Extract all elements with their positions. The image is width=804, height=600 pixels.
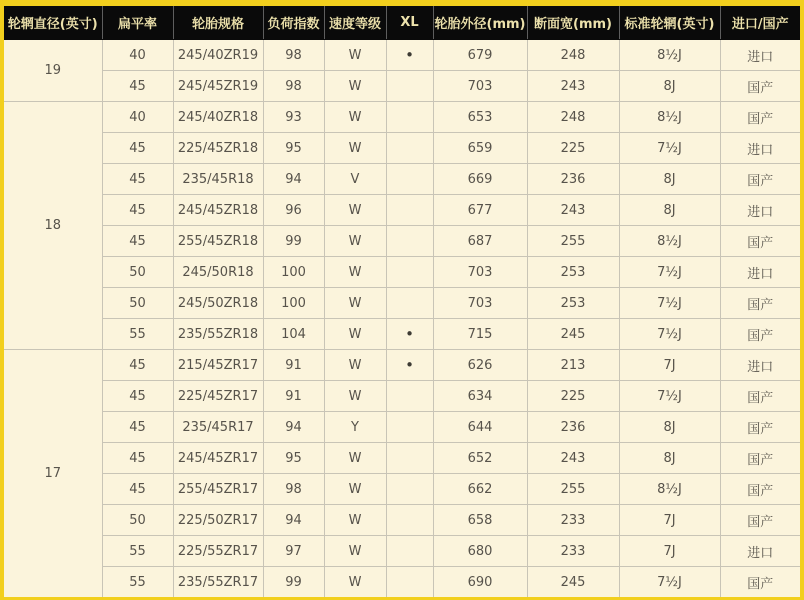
cell-xl-marker (386, 257, 433, 288)
cell-rim-diameter: 17 (4, 350, 102, 598)
cell-origin: 进口 (720, 257, 800, 288)
cell-origin: 进口 (720, 133, 800, 164)
cell-xl-marker (386, 443, 433, 474)
cell-section-width: 213 (527, 350, 619, 381)
cell-tire-spec: 245/45ZR17 (173, 443, 263, 474)
cell-standard-rim: 7J (619, 505, 720, 536)
header-cell-spec: 轮胎规格 (173, 6, 263, 40)
cell-aspect-ratio: 45 (102, 164, 173, 195)
cell-standard-rim: 8½J (619, 474, 720, 505)
cell-outer-diameter: 653 (433, 102, 527, 133)
cell-speed-rating: W (324, 226, 386, 257)
table-row (4, 71, 800, 102)
header-cell-outer-diameter: 轮胎外径(mm) (433, 6, 527, 40)
cell-speed-rating: Y (324, 412, 386, 443)
cell-standard-rim: 8J (619, 164, 720, 195)
table-row (4, 536, 800, 567)
cell-speed-rating: W (324, 195, 386, 226)
cell-standard-rim: 7½J (619, 319, 720, 350)
cell-aspect-ratio: 45 (102, 443, 173, 474)
cell-aspect-ratio: 50 (102, 257, 173, 288)
cell-load-index: 95 (263, 443, 324, 474)
cell-aspect-ratio: 40 (102, 102, 173, 133)
table-row (4, 195, 800, 226)
cell-section-width: 243 (527, 443, 619, 474)
cell-load-index: 95 (263, 133, 324, 164)
cell-aspect-ratio: 55 (102, 536, 173, 567)
cell-load-index: 94 (263, 164, 324, 195)
cell-origin: 国产 (720, 71, 800, 102)
header-cell-standard-rim: 标准轮辋(英寸) (619, 6, 720, 40)
table-row (4, 319, 800, 350)
cell-section-width: 225 (527, 133, 619, 164)
cell-aspect-ratio: 45 (102, 412, 173, 443)
table-row (4, 133, 800, 164)
cell-xl-marker (386, 474, 433, 505)
cell-origin: 国产 (720, 226, 800, 257)
table-row (4, 257, 800, 288)
cell-aspect-ratio: 40 (102, 40, 173, 71)
cell-load-index: 93 (263, 102, 324, 133)
cell-xl-marker (386, 133, 433, 164)
cell-outer-diameter: 662 (433, 474, 527, 505)
cell-section-width: 225 (527, 381, 619, 412)
cell-section-width: 233 (527, 505, 619, 536)
cell-load-index: 97 (263, 536, 324, 567)
cell-outer-diameter: 677 (433, 195, 527, 226)
table-row (4, 381, 800, 412)
cell-xl-marker: • (386, 40, 433, 71)
cell-xl-marker (386, 102, 433, 133)
cell-tire-spec: 225/45ZR17 (173, 381, 263, 412)
cell-xl-marker (386, 164, 433, 195)
cell-load-index: 98 (263, 71, 324, 102)
cell-section-width: 253 (527, 288, 619, 319)
cell-outer-diameter: 703 (433, 257, 527, 288)
cell-tire-spec: 235/55ZR17 (173, 567, 263, 598)
cell-outer-diameter: 703 (433, 71, 527, 102)
cell-tire-spec: 245/50ZR18 (173, 288, 263, 319)
cell-speed-rating: W (324, 288, 386, 319)
table-row (4, 505, 800, 536)
cell-standard-rim: 8½J (619, 102, 720, 133)
cell-origin: 国产 (720, 164, 800, 195)
cell-standard-rim: 8J (619, 412, 720, 443)
cell-tire-spec: 215/45ZR17 (173, 350, 263, 381)
table-row (4, 567, 800, 598)
cell-section-width: 243 (527, 195, 619, 226)
cell-speed-rating: W (324, 567, 386, 598)
header-cell-rim-diameter: 轮辋直径(英寸) (4, 6, 102, 40)
cell-speed-rating: W (324, 381, 386, 412)
cell-section-width: 245 (527, 567, 619, 598)
cell-xl-marker: • (386, 350, 433, 381)
cell-section-width: 253 (527, 257, 619, 288)
cell-origin: 进口 (720, 350, 800, 381)
cell-speed-rating: W (324, 319, 386, 350)
header-cell-aspect-ratio: 扁平率 (102, 6, 173, 40)
cell-standard-rim: 8J (619, 443, 720, 474)
cell-standard-rim: 7½J (619, 257, 720, 288)
cell-aspect-ratio: 45 (102, 350, 173, 381)
cell-origin: 国产 (720, 412, 800, 443)
cell-origin: 进口 (720, 195, 800, 226)
cell-xl-marker (386, 288, 433, 319)
cell-xl-marker (386, 505, 433, 536)
table-header (4, 6, 800, 40)
cell-aspect-ratio: 45 (102, 133, 173, 164)
cell-aspect-ratio: 45 (102, 226, 173, 257)
cell-load-index: 99 (263, 567, 324, 598)
cell-origin: 进口 (720, 40, 800, 71)
cell-origin: 国产 (720, 288, 800, 319)
tire-spec-table (4, 6, 800, 597)
cell-section-width: 233 (527, 536, 619, 567)
table-row (4, 40, 800, 71)
cell-tire-spec: 225/55ZR17 (173, 536, 263, 567)
cell-outer-diameter: 703 (433, 288, 527, 319)
cell-aspect-ratio: 45 (102, 381, 173, 412)
cell-speed-rating: W (324, 536, 386, 567)
cell-xl-marker (386, 195, 433, 226)
cell-tire-spec: 235/45R17 (173, 412, 263, 443)
cell-rim-diameter: 19 (4, 40, 102, 102)
cell-outer-diameter: 626 (433, 350, 527, 381)
cell-load-index: 98 (263, 474, 324, 505)
cell-xl-marker (386, 381, 433, 412)
cell-tire-spec: 255/45ZR17 (173, 474, 263, 505)
cell-tire-spec: 245/40ZR19 (173, 40, 263, 71)
cell-tire-spec: 235/45R18 (173, 164, 263, 195)
table-row (4, 226, 800, 257)
table-body (4, 40, 800, 598)
cell-tire-spec: 245/40ZR18 (173, 102, 263, 133)
cell-tire-spec: 225/45ZR18 (173, 133, 263, 164)
cell-aspect-ratio: 50 (102, 505, 173, 536)
cell-standard-rim: 7½J (619, 381, 720, 412)
cell-xl-marker (386, 536, 433, 567)
cell-speed-rating: W (324, 505, 386, 536)
header-cell-origin: 进口/国产 (720, 6, 800, 40)
cell-speed-rating: W (324, 443, 386, 474)
header-cell-load-index: 负荷指数 (263, 6, 324, 40)
cell-origin: 国产 (720, 381, 800, 412)
cell-outer-diameter: 658 (433, 505, 527, 536)
table-row (4, 288, 800, 319)
table-row (4, 412, 800, 443)
cell-origin: 进口 (720, 536, 800, 567)
cell-standard-rim: 8J (619, 71, 720, 102)
table-row (4, 443, 800, 474)
cell-origin: 国产 (720, 319, 800, 350)
cell-aspect-ratio: 45 (102, 474, 173, 505)
cell-outer-diameter: 687 (433, 226, 527, 257)
cell-load-index: 91 (263, 381, 324, 412)
header-cell-section-width: 断面宽(mm) (527, 6, 619, 40)
cell-origin: 国产 (720, 567, 800, 598)
header-cell-xl: XL (386, 6, 433, 40)
cell-origin: 国产 (720, 474, 800, 505)
cell-rim-diameter: 18 (4, 102, 102, 350)
cell-section-width: 248 (527, 40, 619, 71)
cell-speed-rating: W (324, 40, 386, 71)
cell-load-index: 98 (263, 40, 324, 71)
cell-section-width: 255 (527, 226, 619, 257)
cell-section-width: 248 (527, 102, 619, 133)
cell-aspect-ratio: 45 (102, 71, 173, 102)
cell-speed-rating: W (324, 257, 386, 288)
cell-outer-diameter: 715 (433, 319, 527, 350)
cell-origin: 国产 (720, 505, 800, 536)
cell-tire-spec: 245/50R18 (173, 257, 263, 288)
cell-speed-rating: W (324, 350, 386, 381)
cell-xl-marker (386, 412, 433, 443)
cell-standard-rim: 7½J (619, 133, 720, 164)
cell-outer-diameter: 679 (433, 40, 527, 71)
cell-load-index: 99 (263, 226, 324, 257)
cell-standard-rim: 8½J (619, 40, 720, 71)
cell-aspect-ratio: 50 (102, 288, 173, 319)
table-row (4, 474, 800, 505)
cell-tire-spec: 225/50ZR17 (173, 505, 263, 536)
header-cell-speed-rating: 速度等级 (324, 6, 386, 40)
table-row (4, 350, 800, 381)
cell-load-index: 94 (263, 505, 324, 536)
cell-standard-rim: 7½J (619, 567, 720, 598)
cell-speed-rating: W (324, 474, 386, 505)
table-row (4, 102, 800, 133)
cell-load-index: 100 (263, 288, 324, 319)
cell-xl-marker (386, 226, 433, 257)
cell-tire-spec: 235/55ZR18 (173, 319, 263, 350)
cell-speed-rating: W (324, 71, 386, 102)
cell-outer-diameter: 644 (433, 412, 527, 443)
cell-section-width: 243 (527, 71, 619, 102)
cell-speed-rating: W (324, 133, 386, 164)
cell-outer-diameter: 634 (433, 381, 527, 412)
cell-xl-marker (386, 71, 433, 102)
cell-section-width: 245 (527, 319, 619, 350)
cell-origin: 国产 (720, 443, 800, 474)
cell-outer-diameter: 669 (433, 164, 527, 195)
header-row (4, 6, 800, 40)
cell-load-index: 96 (263, 195, 324, 226)
cell-standard-rim: 7½J (619, 288, 720, 319)
cell-tire-spec: 255/45ZR18 (173, 226, 263, 257)
cell-standard-rim: 7J (619, 536, 720, 567)
cell-standard-rim: 8J (619, 195, 720, 226)
cell-section-width: 255 (527, 474, 619, 505)
cell-outer-diameter: 652 (433, 443, 527, 474)
cell-load-index: 94 (263, 412, 324, 443)
cell-outer-diameter: 659 (433, 133, 527, 164)
cell-aspect-ratio: 55 (102, 567, 173, 598)
cell-tire-spec: 245/45ZR18 (173, 195, 263, 226)
cell-section-width: 236 (527, 412, 619, 443)
cell-tire-spec: 245/45ZR19 (173, 71, 263, 102)
cell-outer-diameter: 680 (433, 536, 527, 567)
cell-standard-rim: 7J (619, 350, 720, 381)
cell-load-index: 91 (263, 350, 324, 381)
cell-aspect-ratio: 45 (102, 195, 173, 226)
cell-load-index: 104 (263, 319, 324, 350)
cell-aspect-ratio: 55 (102, 319, 173, 350)
table-row (4, 164, 800, 195)
cell-xl-marker: • (386, 319, 433, 350)
cell-outer-diameter: 690 (433, 567, 527, 598)
cell-origin: 国产 (720, 102, 800, 133)
cell-speed-rating: W (324, 102, 386, 133)
cell-xl-marker (386, 567, 433, 598)
cell-load-index: 100 (263, 257, 324, 288)
cell-speed-rating: V (324, 164, 386, 195)
cell-standard-rim: 8½J (619, 226, 720, 257)
cell-section-width: 236 (527, 164, 619, 195)
